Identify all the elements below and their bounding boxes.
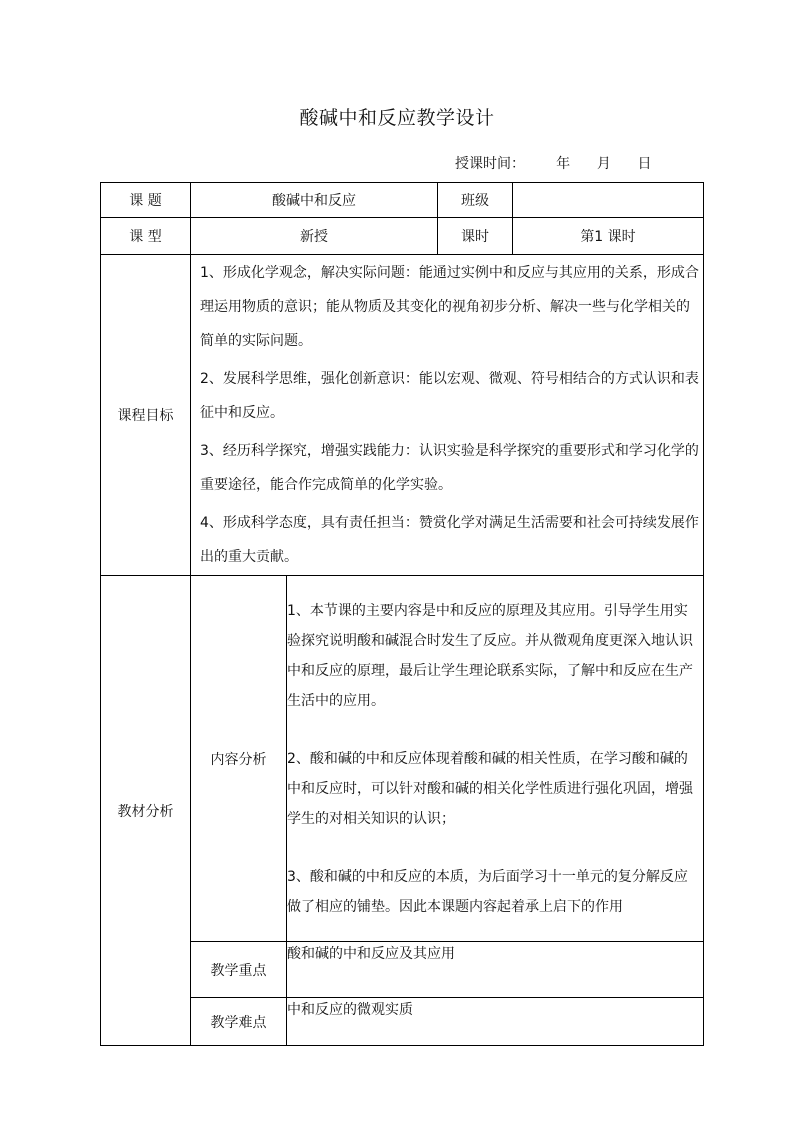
goal-item: 1、形成化学观念，解决实际问题：能通过实例中和反应与其应用的关系，形成合理运用物质的意识；能从物质及其变化的视角初步分析、解决一些与化学相关的简单的实际问题。 (200, 265, 699, 349)
key-point-label: 教学重点 (191, 942, 287, 998)
lesson-label: 课 题 (101, 183, 191, 218)
goal-item: 2、发展科学思维，强化创新意识：能以宏观、微观、符号相结合的方式认识和表征中和反应。 (200, 371, 699, 421)
lesson-plan-table (100, 182, 704, 1046)
class-value (513, 183, 704, 218)
content-item: 3、酸和碱的中和反应的本质，为后面学习十一单元的复分解反应做了相应的铺垫。因此本课题内容起着承上启下的作用 (287, 868, 688, 915)
class-label: 班级 (438, 183, 513, 218)
goals-label: 课程目标 (101, 255, 191, 576)
table-row (101, 255, 704, 576)
table-row (101, 998, 704, 1046)
content-analysis-label: 内容分析 (191, 576, 287, 942)
teaching-date-line: 授课时间： 年 月 日 (455, 156, 652, 172)
table-row (101, 183, 704, 218)
content-item: 2、酸和碱的中和反应体现着酸和碱的相关性质，在学习酸和碱的中和反应时，可以针对酸和碱的相关化学性质进行强化巩固，增强学生的对相关知识的认识； (287, 750, 693, 827)
lesson-value: 酸碱中和反应 (191, 183, 438, 218)
content-analysis-text (287, 576, 704, 942)
table-row (101, 576, 704, 942)
type-label: 课 型 (101, 218, 191, 255)
type-value: 新授 (191, 218, 438, 255)
difficulty-value: 中和反应的微观实质 (287, 998, 704, 1046)
goals-content (191, 255, 704, 576)
period-value: 第1 课时 (513, 218, 704, 255)
period-label: 课时 (438, 218, 513, 255)
table-row (101, 942, 704, 998)
table-row (101, 218, 704, 255)
goal-item: 3、经历科学探究，增强实践能力：认识实验是科学探究的重要形式和学习化学的重要途径，能合作完成简单的化学实验。 (200, 443, 699, 493)
material-label: 教材分析 (101, 576, 191, 1046)
difficulty-label: 教学难点 (191, 998, 287, 1046)
content-item: 1、本节课的主要内容是中和反应的原理及其应用。引导学生用实验探究说明酸和碱混合时发生了反应。并从微观角度更深入地认识中和反应的原理，最后让学生理论联系实际，了解中和反应在生产生活中的应用。 (287, 602, 693, 709)
key-point-value: 酸和碱的中和反应及其应用 (287, 942, 704, 998)
goal-item: 4、形成科学态度，具有责任担当：赞赏化学对满足生活需要和社会可持续发展作出的重大贡献。 (200, 515, 699, 565)
document-title: 酸碱中和反应教学设计 (299, 107, 495, 129)
